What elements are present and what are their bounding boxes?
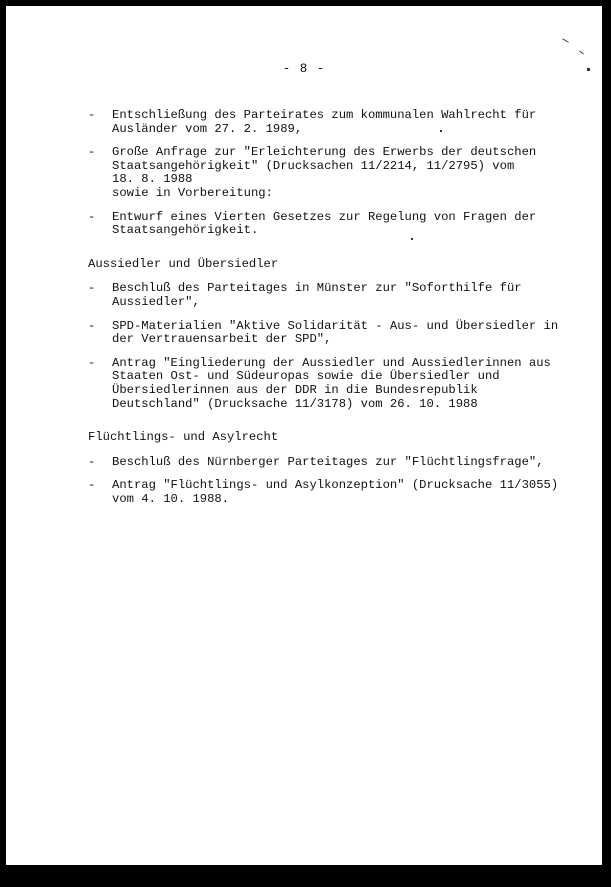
bullet-dash: -	[88, 318, 96, 333]
list-item	[88, 211, 558, 238]
list-item	[88, 320, 558, 347]
list-item-line: der Vertrauensarbeit der SPD",	[112, 332, 332, 347]
list-item-line: sowie in Vorbereitung:	[112, 185, 273, 200]
list-item	[88, 357, 558, 411]
bullet-dash: -	[88, 108, 96, 122]
list-item	[88, 456, 558, 470]
scan-mark	[562, 38, 569, 42]
bullet-dash: -	[88, 145, 96, 160]
section-heading: Aussiedler und Übersiedler	[88, 256, 279, 271]
list-item-line: Große Anfrage zur "Erleichterung des Erwerbs der deutschen	[112, 145, 537, 160]
list-item-line: Antrag "Flüchtlings- und Asylkonzeption" (Drucksache 11/3055)	[112, 478, 559, 493]
page-number: - 8 -	[282, 62, 326, 76]
list-item	[88, 146, 558, 200]
list-item-line: Beschluß des Parteitages in Münster zur "Soforthilfe für	[112, 281, 522, 296]
scan-mark	[579, 51, 583, 55]
list-item-line: vom 4. 10. 1988.	[112, 491, 230, 506]
scan-mark	[587, 68, 590, 71]
list-item-line: Deutschland" (Drucksache 11/3178) vom 26. 10. 1988	[112, 396, 478, 411]
list-item-line: Beschluß des Nürnberger Parteitages zur "Flüchtlingsfrage",	[112, 454, 544, 469]
list-item-line: 18. 8. 1988	[112, 172, 193, 187]
bullet-dash: -	[88, 355, 96, 370]
list-item	[88, 282, 558, 309]
document-page	[6, 6, 602, 865]
list-item	[88, 109, 558, 136]
bullet-dash: -	[88, 281, 96, 296]
list-item-line: Entschließung des Parteirates zum kommunalen Wahlrecht für	[112, 108, 537, 122]
scan-mark	[440, 130, 442, 132]
document-body	[88, 109, 558, 516]
section-heading: Flüchtlings- und Asylrecht	[88, 430, 279, 445]
list-item-line: Ausländer vom 27. 2. 1989,	[112, 121, 303, 136]
list-item-line: Staatsangehörigkeit" (Drucksachen 11/2214, 11/2795) vom	[112, 158, 515, 173]
list-item-line: Antrag "Eingliederung der Aussiedler und Aussiedlerinnen aus	[112, 355, 551, 370]
list-item-line: Staatsangehörigkeit.	[112, 223, 259, 238]
scan-mark	[411, 238, 413, 240]
list-item-line: Aussiedler",	[112, 294, 200, 309]
list-item-line: Staaten Ost- und Südeuropas sowie die Übersiedler und	[112, 369, 500, 384]
bullet-dash: -	[88, 454, 96, 469]
list-item-line: Übersiedlerinnen aus der DDR in die Bundesrepublik	[112, 382, 478, 397]
list-item-line: Entwurf eines Vierten Gesetzes zur Regelung von Fragen der	[112, 209, 537, 224]
list-item-line: SPD-Materialien "Aktive Solidarität - Aus- und Übersiedler in	[112, 318, 559, 333]
bullet-dash: -	[88, 209, 96, 224]
bullet-dash: -	[88, 478, 96, 493]
list-item	[88, 479, 558, 506]
